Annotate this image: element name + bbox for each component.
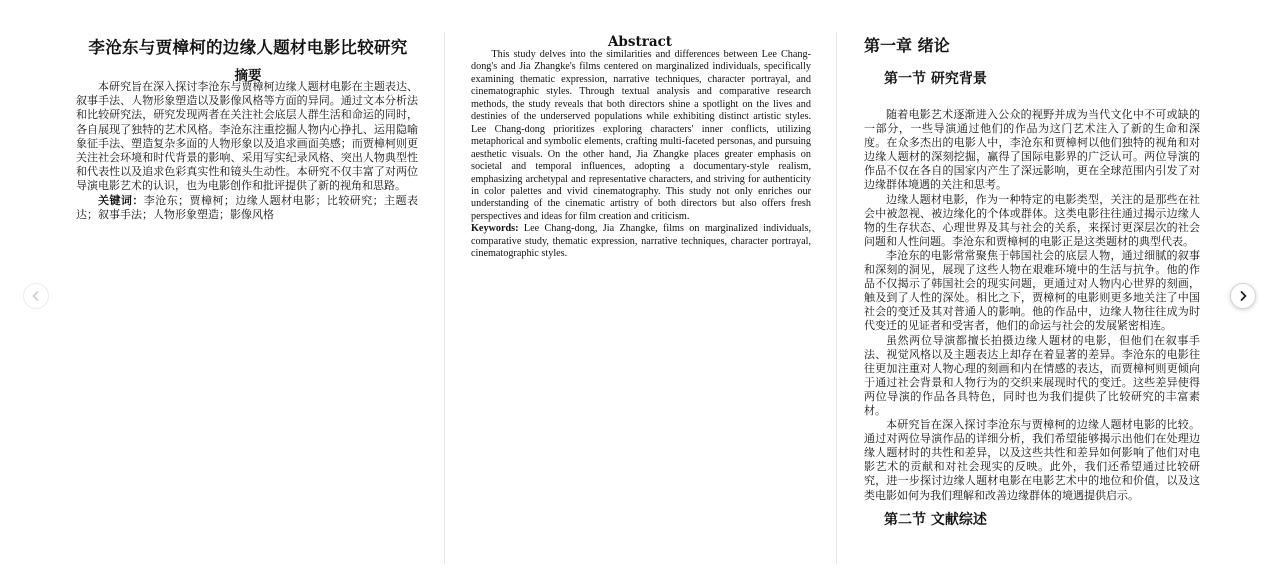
next-page-button[interactable]	[1230, 283, 1256, 309]
page-divider	[444, 32, 445, 564]
page-chapter-one	[862, 0, 1202, 568]
paragraph: 李沧东的电影常常聚焦于韩国社会的底层人物，通过细腻的叙事和深刻的洞见，展现了这些人物在艰难环境中的生活与抗争。他的作品不仅揭示了韩国社会的现实问题，更通过对人物内心世界的刻画，触及到了人性的深处。相比之下，贾樟柯的电影则更多地关注了中国社会的变迁及其对普通人的影响。他的作品中，边缘人物往往成为时代变迁的见证者和受害者，他们的命运与社会的发展紧密相连。	[864, 248, 1200, 333]
page-divider	[836, 32, 837, 564]
abstract-heading-cn: 摘要	[234, 68, 262, 84]
page-chinese-abstract	[72, 0, 424, 568]
chevron-right-icon	[1237, 290, 1249, 302]
abstract-heading-en: Abstract	[607, 34, 673, 50]
keywords-label-en: Keywords:	[471, 223, 519, 235]
page-english-abstract	[468, 0, 812, 568]
thesis-title: 李沧东与贾樟柯的边缘人题材电影比较研究	[88, 38, 408, 57]
paragraph: 本研究旨在深入探讨李沧东与贾樟柯的边缘人题材电影的比较。通过对两位导演作品的详细分析，我们希望能够揭示出他们在处理边缘人题材时的共性和差异，以及这些共性和差异如何影响了他们对电影艺术的贡献和对社会现实的反映。此外，我们还希望通过比较研究，进一步探讨边缘人题材电影在电影艺术中的地位和价值，以及这类电影如何为我们理解和改善边缘群体的境遇提供启示。	[864, 418, 1200, 502]
keywords-en	[471, 223, 811, 260]
abstract-body-cn	[76, 80, 418, 222]
keywords-cn	[76, 194, 418, 222]
paragraph: 随着电影艺术逐渐进入公众的视野并成为当代文化中不可或缺的一部分，一些导演通过他们的作品为这门艺术注入了新的生命和深度。在众多杰出的电影人中，李沧东和贾樟柯以他们独特的视角和对边缘人题材的深刻挖掘，赢得了国际电影界的广泛认可。两位导演的作品不仅在各自的国家内产生了深远影响，更在全球范围内引发了对边缘群体境遇的关注和思考。	[864, 108, 1200, 192]
keywords-text-cn: 李沧东；贾樟柯；边缘人题材电影；比较研究；主题表达；叙事手法；人物形象塑造；影像风格	[76, 193, 419, 221]
abstract-text-en: This study delves into the similarities and differences between Lee Chang-dong's and Jia Zhangke's films centered on marginalized individuals, specifically examining thematic expression, narrative techniques, character portrayal, and cinematographic styles. Through textual analysis and comparative research methods, the study reveals that both directors shine a spotlight on the lives and destinies of the underserved populations while exhibiting distinct artistic styles. Lee Chang-dong prioritizes exploring characters' inner conflicts, utilizing metaphorical and symbolic elements, crafting multi-faceted personas, and pursuing aesthetic visuals. On the other hand, Jia Zhangke places greater emphasis on societal and temporal influences, adopting a documentary-style realism, emphasizing archetypal and representative characters, and striving for authenticity in color palettes and vivid cinematography. This study not only enriches our understanding of the cinematic artistry of both directors but also offers fresh perspectives and ideas for film creation and criticism.	[471, 49, 811, 222]
keywords-label-cn: 关键词：	[98, 193, 144, 207]
chapter-body	[864, 108, 1200, 503]
section-title-background: 第一节 研究背景	[884, 71, 987, 87]
paragraph: 边缘人题材电影，作为一种特定的电影类型，关注的是那些在社会中被忽视、被边缘化的个体或群体。这类电影往往通过揭示边缘人物的生存状态、心理世界及其与社会的关系，来探讨更深层次的社会问题和人性问题。李沧东和贾樟柯的电影正是这类题材的典型代表。	[864, 192, 1200, 248]
chapter-title: 第一章 绪论	[864, 36, 950, 55]
chevron-left-icon	[30, 290, 42, 302]
abstract-text-cn: 本研究旨在深入探讨李沧东与贾樟柯边缘人题材电影在主题表达、叙事手法、人物形象塑造以及影像风格等方面的异同。通过文本分析法和比较研究法，研究发现两者在关注社会底层人群生活和命运的同时，各自展现了独特的艺术风格。李沧东注重挖掘人物内心挣扎、运用隐喻象征手法、塑造复杂多面的人物形象以及追求画面美感；而贾樟柯则更关注社会环境和时代背景的影响、采用写实纪录风格、突出人物典型性和代表性以及追求色彩真实性和镜头生动性。本研究不仅丰富了对两位导演电影艺术的认识，也为电影创作和批评提供了新的视角和思路。	[76, 80, 418, 193]
previous-page-button[interactable]	[23, 283, 49, 309]
keywords-text-en: Lee Chang-dong, Jia Zhangke, films on marginalized individuals, comparative study, thematic expression, narrative techniques, character portrayal, cinematographic styles.	[471, 223, 811, 260]
paragraph: 虽然两位导演都擅长拍摄边缘人题材的电影，但他们在叙事手法、视觉风格以及主题表达上却存在着显著的差异。李沧东的电影往往更加注重对人物心理的刻画和内在情感的表达，而贾樟柯则更倾向于通过社会背景和人物行为的交织来展现时代的变迁。这些差异使得两位导演的作品各具特色，同时也为我们提供了比较研究的丰富素材。	[864, 333, 1200, 417]
abstract-body-en	[471, 49, 811, 261]
section-title-literature: 第二节 文献综述	[884, 512, 987, 528]
